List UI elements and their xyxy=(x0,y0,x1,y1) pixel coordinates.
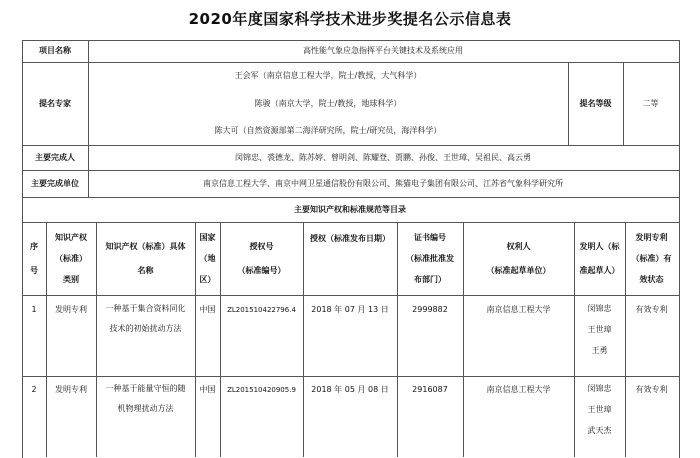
row-status: 有效专利 xyxy=(635,385,668,394)
project-label: 项目名称 xyxy=(39,46,71,55)
header-name: 知识产权（标准）具体 名称 xyxy=(105,241,186,275)
contributors-label: 主要完成人 xyxy=(35,152,75,162)
row-inventors: 闵锦忠 王世璋 武天杰 xyxy=(587,384,612,435)
contributors-value: 闵锦忠、裘德龙、陈苏婷、曾明剑、陈耀登、贾鹏、孙俊、王世璋、吴祖民、高云勇 xyxy=(235,152,531,162)
units-label: 主要完成单位 xyxy=(31,178,79,188)
expert-item: 陈大可（自然资源部第二海洋研究所，院士/研究员，海洋科学） xyxy=(214,126,442,135)
row-owner: 南京信息工程大学 xyxy=(486,385,551,394)
row-country: 中国 xyxy=(199,305,216,314)
nominators-label: 提名专家 xyxy=(39,98,71,108)
expert-item: 陈骏（南京大学，院士/教授，地球科学） xyxy=(254,99,402,108)
header-status: 发明专利 （标准）有 效状态 xyxy=(631,232,672,284)
header-patent-no: 授权号 （标准编号） xyxy=(237,241,286,275)
header-date: 授权（标准发布日期） xyxy=(310,234,390,243)
row-seq: 1 xyxy=(31,305,37,314)
row-patent-no: ZL201510422796.4 xyxy=(227,306,296,314)
row-name: 一种基于能量守恒的随 机物理扰动方法 xyxy=(105,384,186,413)
row-cert-no: 2999882 xyxy=(412,305,448,314)
row-type: 发明专利 xyxy=(55,305,87,314)
row-date: 2018 年 07 月 13 日 xyxy=(311,305,389,314)
page-title: 2020年度国家科学技术进步奖提名公示信息表 xyxy=(188,10,512,28)
grade-value: 二等 xyxy=(642,98,659,108)
header-owner: 权利人 （标准起草单位） xyxy=(486,241,551,275)
row-date: 2018 年 05 月 08 日 xyxy=(311,385,389,394)
ip-section-title: 主要知识产权和标准规范等目录 xyxy=(294,204,406,214)
row-type: 发明专利 xyxy=(55,385,87,394)
header-type: 知识产权 （标准） 类别 xyxy=(55,232,87,284)
row-patent-no: ZL201510420905.9 xyxy=(227,386,296,394)
expert-item: 王会军（南京信息工程大学，院士/教授，大气科学） xyxy=(234,71,422,80)
row-inventors: 闵锦忠 王世璋 王勇 xyxy=(587,304,612,355)
row-owner: 南京信息工程大学 xyxy=(486,305,551,314)
row-country: 中国 xyxy=(199,385,216,394)
row-seq: 2 xyxy=(31,385,37,394)
grade-label: 提名等级 xyxy=(579,98,612,108)
header-seq: 序 号 xyxy=(30,241,38,275)
row-divider xyxy=(22,376,679,377)
row-name: 一种基于集合资料同化 技术的初始扰动方法 xyxy=(105,304,186,333)
row-divider xyxy=(22,295,679,296)
header-cert-no: 证书编号 （标准批准发 布部门） xyxy=(406,232,454,284)
header-inventor: 发明人（标 准起草人） xyxy=(579,241,620,275)
header-country: 国家 （地 区） xyxy=(199,232,216,284)
units-value: 南京信息工程大学、南京中网卫星通信股份有限公司、熊猫电子集团有限公司、江苏省气象科学研究所 xyxy=(203,178,563,188)
row-cert-no: 2916087 xyxy=(412,385,448,394)
project-value: 高性能气象应急指挥平台关键技术及系统应用 xyxy=(303,46,463,55)
row-status: 有效专利 xyxy=(635,305,668,314)
